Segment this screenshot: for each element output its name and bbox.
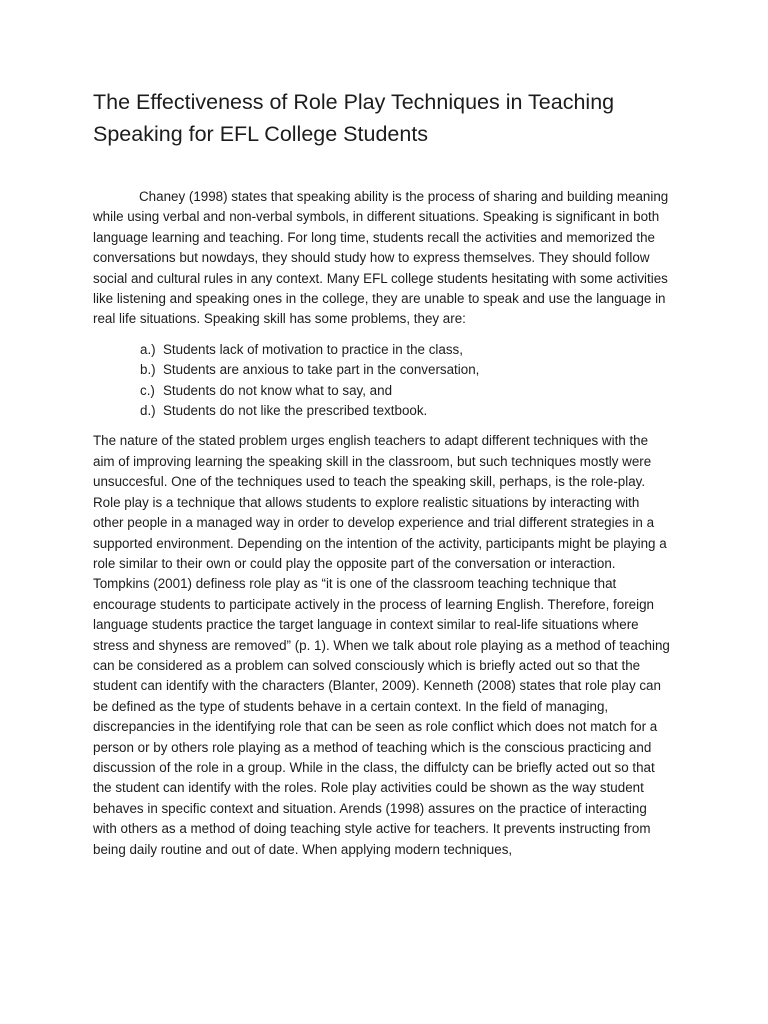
document-title-line1: The Effectiveness of Role Play Techniques in Teaching [93, 90, 615, 114]
list-item-marker: b.) [140, 362, 156, 378]
list-item-text: Students lack of motivation to practice in the class, [163, 341, 463, 357]
list-item [140, 360, 673, 380]
document-page [93, 86, 673, 860]
list-item-marker: a.) [140, 341, 156, 357]
problem-list [140, 340, 673, 422]
body-paragraph: The nature of the stated problem urges english teachers to adapt different techniques with the aim of improving learning the speaking skill in the classroom, but such techniques mostly were unsuccesful. One of the techniques used to teach the speaking skill, perhaps, is the role-play. Role play is a technique that allows students to explore realistic situations by interacting with other people in a managed way in order to develop experience and trial different strategies in a supported environment. Depending on the intention of the activity, participants might be playing a role similar to their own or could play the opposite part of the conversation or interaction. Tompkins (2001) definess role play as “it is one of the classroom teaching technique that encourage students to participate actively in the process of learning English. Therefore, foreign language students practice the target language in context similar to real-life situations where stress and shyness are removed” (p. 1). When we talk about role playing as a method of teaching can be considered as a problem can solved consciously which is briefly acted out so that the student can identify with the characters (Blanter, 2009). Kenneth (2008) states that role play can be defined as the type of students behave in a certain context. In the field of managing, discrepancies in the identifying role that can be seen as role conflict which does not match for a person or by others role playing as a method of teaching which is the conscious practicing and discussion of the role in a group. While in the class, the diffulcty can be briefly acted out so that the student can identify with the roles. Role play activities could be shown as the way student behaves in specific context and situation. Arends (1998) assures on the practice of interacting with others as a method of doing teaching style active for teachers. It prevents instructing from being daily routine and out of date. When applying modern techniques, [93, 433, 670, 857]
list-item [140, 381, 673, 401]
document-title-line2: Speaking for EFL College Students [93, 122, 429, 146]
list-item [140, 340, 673, 360]
list-item-text: Students do not know what to say, and [163, 382, 393, 398]
intro-paragraph: Chaney (1998) states that speaking ability is the process of sharing and building meaning while using verbal and non-verbal symbols, in different situations. Speaking is significant in both language learning and teaching. For long time, students recall the activities and memorized the conversations but nowdays, they should study how to express themselves. They should follow social and cultural rules in any context. Many EFL college students hesitating with some activities like listening and speaking ones in the college, they are unable to speak and use the language in real life situations. Speaking skill has some problems, they are: [93, 189, 669, 327]
document-title [93, 86, 673, 150]
list-item-marker: d.) [140, 403, 156, 419]
list-item-text: Students do not like the prescribed textbook. [163, 403, 428, 419]
list-item-marker: c.) [140, 382, 155, 398]
list-item [140, 401, 673, 421]
list-item-text: Students are anxious to take part in the conversation, [163, 362, 480, 378]
